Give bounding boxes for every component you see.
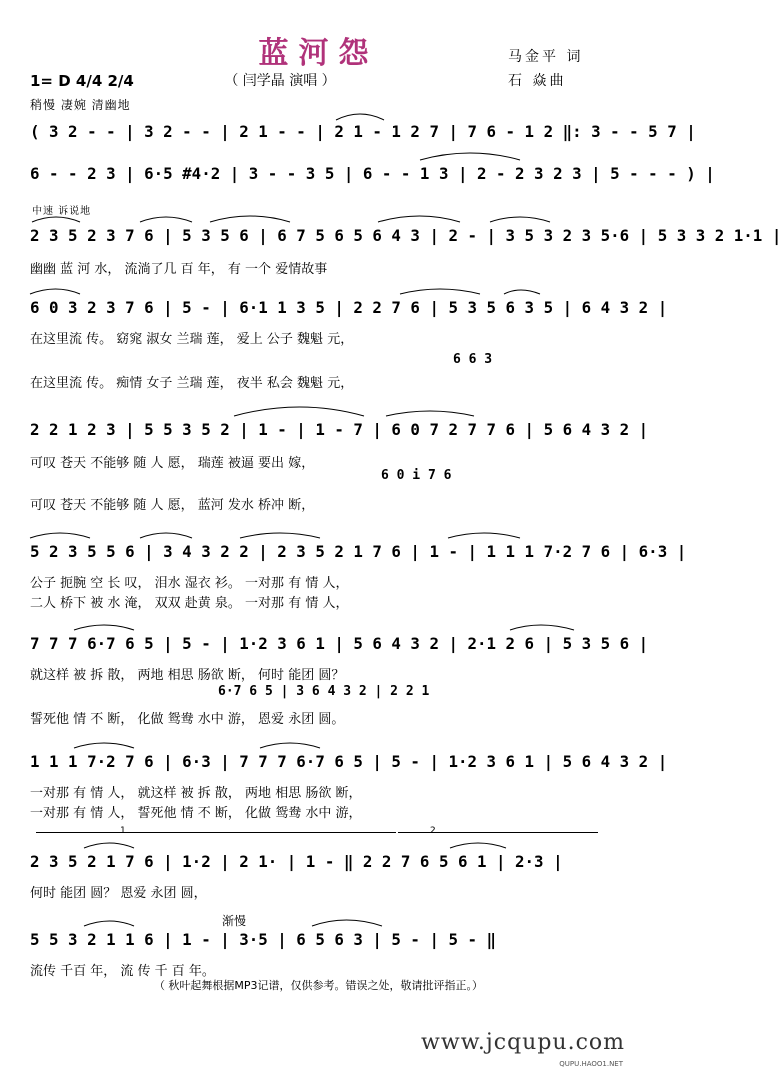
slur-arc xyxy=(210,216,290,222)
slur-arc xyxy=(74,625,134,630)
slur-arc xyxy=(30,289,80,294)
lyric-line: 流传 千百 年， 流 传 千 百 年。 xyxy=(30,964,215,979)
slur-arc xyxy=(336,114,384,120)
slur-arc xyxy=(240,533,320,538)
slur-arc xyxy=(490,217,550,222)
slur-arc xyxy=(386,411,474,416)
lyric-line: 何时 能团 圆？ 恩爱 永团 圆， xyxy=(30,886,207,901)
ritardando-marking: 渐慢 xyxy=(222,914,247,928)
notation-line: 6 - - 2 3 | 6·5 #4·2 | 3 - - 3 5 | 6 - - 1 3 | 2 - 2 3 2 3 | 5 - - - ) | xyxy=(30,164,715,183)
notation-line: 2 3 5 2 1 7 6 | 1·2 | 2 1· | 1 - ‖ 2 2 7 6 5 6 1 | 2·3 | xyxy=(30,852,563,871)
slur-arc xyxy=(84,921,134,926)
slur-arc xyxy=(400,289,480,294)
alternate-notation-fragment: 6 0 i 7 6 xyxy=(381,468,452,483)
lyric-line-second-verse: 在这里流 传。 痴情 女子 兰瑞 莲， 夜半 私会 魏魁 元， xyxy=(30,376,354,391)
slur-arc xyxy=(84,843,134,848)
composer-credit: 石 焱曲 xyxy=(508,73,567,89)
notation-line: 2 2 1 2 3 | 5 5 3 5 2 | 1 - | 1 - 7 | 6 0 7 2 7 7 6 | 5 6 4 3 2 | xyxy=(30,420,649,439)
lyric-line: 一对那 有 情 人， 就这样 被 拆 散， 两地 相思 肠欲 断， xyxy=(30,786,362,801)
alternate-notation-fragment: 6 6 3 xyxy=(453,352,493,367)
slur-arc xyxy=(74,743,134,748)
notation-line: 7 7 7 6·7 6 5 | 5 - | 1·2 3 6 1 | 5 6 4 3 2 | 2·1 2 6 | 5 3 5 6 | xyxy=(30,634,649,653)
lyric-line-second-verse: 可叹 苍天 不能够 随 人 愿， 蓝河 发水 桥冲 断， xyxy=(30,498,315,513)
notation-line: 5 5 3 2 1 1 6 | 1 - | 3·5 | 6 5 6 3 | 5 - | 5 - ‖ xyxy=(30,930,497,949)
key-signature: 1= D 4/4 2/4 xyxy=(30,72,134,90)
slur-arc xyxy=(448,533,520,538)
lyric-line-second-verse: 誓死他 情 不 断， 化做 鸳鸯 水中 游， 恩爱 永团 圆。 xyxy=(30,712,345,727)
tempo-marking: 稍慢 凄婉 清幽地 xyxy=(30,98,131,112)
notation-line: ( 3 2 - - | 3 2 - - | 2 1 - - | 2 1 - 1 2 7 | 7 6 - 1 2 ‖: 3 - - 5 7 | xyxy=(30,122,696,141)
slur-arc xyxy=(450,843,506,848)
lyric-line: 在这里流 传。 窈窕 淑女 兰瑞 莲， 爱上 公子 魏魁 元， xyxy=(30,332,354,347)
song-title: 蓝河怨 xyxy=(258,36,379,71)
lyric-line: 就这样 被 拆 散， 两地 相思 肠欲 断， 何时 能团 圆？ xyxy=(30,668,345,683)
site-watermark-sub: QUPU.HAOO1.NET xyxy=(559,1060,623,1068)
notation-line: 2 3 5 2 3 7 6 | 5 3 5 6 | 6 7 5 6 5 6 4 3 | 2 - | 3 5 3 2 3 5·6 | 5 3 3 2 1·1 | xyxy=(30,226,781,245)
notation-line: 5 2 3 5 5 6 | 3 4 3 2 2 | 2 3 5 2 1 7 6 | 1 - | 1 1 1 7·2 7 6 | 6·3 | xyxy=(30,542,687,561)
slur-arc xyxy=(420,153,520,160)
lyricist-credit: 马金平 词 xyxy=(508,49,584,65)
slur-arc xyxy=(312,920,382,926)
slur-arc xyxy=(378,216,460,222)
volta-second-number: 2 xyxy=(430,826,436,836)
site-watermark: www.jcqupu.com xyxy=(421,1030,625,1055)
volta-first-number: 1 xyxy=(120,826,126,836)
slur-arc xyxy=(32,217,80,222)
section-tempo-marking: 中速 诉说地 xyxy=(32,206,92,217)
lyric-line: 幽幽 蓝 河 水， 流淌了几 百 年， 有 一个 爱情故事 xyxy=(30,262,328,277)
slur-arc xyxy=(504,290,540,294)
alternate-notation-fragment: 6·7 6 5 | 3 6 4 3 2 | 2 2 1 xyxy=(218,684,430,699)
slur-arc xyxy=(140,533,192,538)
slur-arc xyxy=(140,217,192,222)
lyric-line: 公子 扼腕 空 长 叹， 泪水 湿衣 衫。 一对那 有 情 人， xyxy=(30,576,349,591)
notation-line: 1 1 1 7·2 7 6 | 6·3 | 7 7 7 6·7 6 5 | 5 - | 1·2 3 6 1 | 5 6 4 3 2 | xyxy=(30,752,668,771)
lyric-line-second-verse: 二人 桥下 被 水 淹， 双双 赴黄 泉。 一对那 有 情 人， xyxy=(30,596,349,611)
slur-arc xyxy=(30,533,90,538)
slur-arc xyxy=(234,407,364,416)
lyric-line-second-verse: 一对那 有 情 人， 誓死他 情 不 断， 化做 鸳鸯 水中 游， xyxy=(30,806,362,821)
slur-arc xyxy=(510,625,574,630)
transcription-footnote: （ 秋叶起舞根据MP3记谱，仅供参考。错误之处，敬请批评指正。） xyxy=(153,979,484,992)
lyric-line: 可叹 苍天 不能够 随 人 愿， 瑞莲 被逼 要出 嫁， xyxy=(30,456,315,471)
slur-arc xyxy=(260,743,320,748)
notation-line: 6 0 3 2 3 7 6 | 5 - | 6·1 1 3 5 | 2 2 7 6 | 5 3 5 6 3 5 | 6 4 3 2 | xyxy=(30,298,668,317)
performer-subtitle: （ 闫学晶 演唱 ） xyxy=(224,73,336,89)
